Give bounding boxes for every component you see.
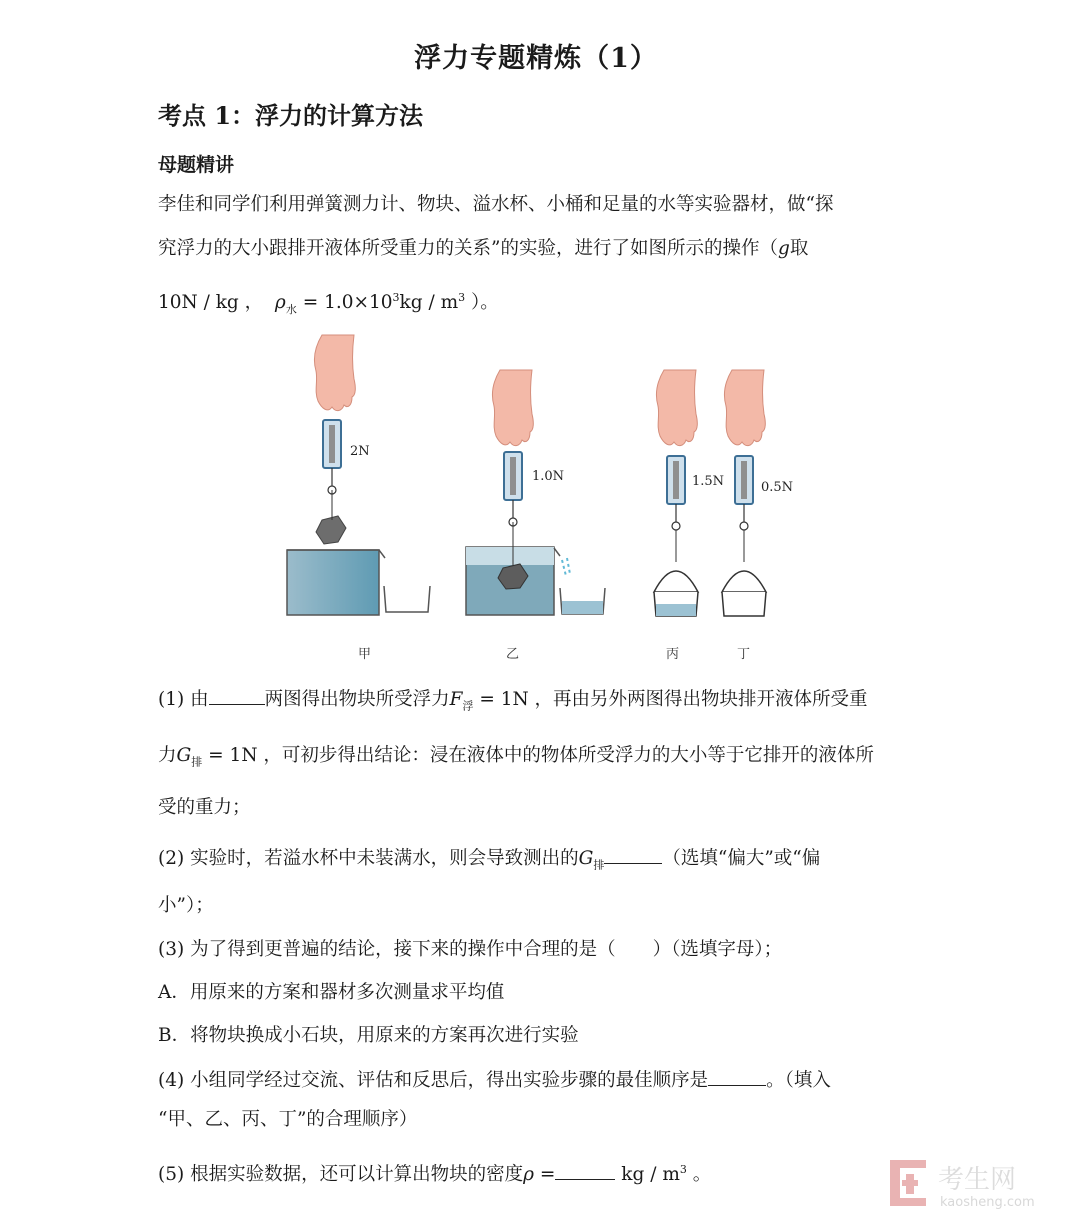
question-2-line-2: 小”）；: [158, 895, 214, 916]
setup-bing: [654, 370, 724, 616]
answer-blank-5[interactable]: [555, 1161, 615, 1180]
question-4-line-2: “甲、乙、丙、丁”的合理顺序）: [158, 1109, 418, 1130]
reading-yi: 1.0N: [532, 469, 565, 484]
label-jia: 甲: [358, 647, 372, 662]
subsection-heading: 母题精讲: [158, 154, 235, 176]
page-title: 浮力专题精炼（1）: [414, 43, 658, 74]
option-a: A．用原来的方案和器材多次测量求平均值: [158, 982, 505, 1003]
answer-blank-1[interactable]: [209, 686, 265, 705]
watermark-cn: 考生网: [938, 1165, 1017, 1195]
question-5: (5) 根据实验数据，还可以计算出物块的密度ρ = kg / $m^3$ 。: [158, 1163, 712, 1186]
label-yi: 乙: [506, 647, 520, 662]
question-3: (3) 为了得到更普遍的结论，接下来的操作中合理的是（ ）（选填字母）；: [158, 939, 783, 960]
label-bing: 丙: [666, 647, 680, 662]
intro-line-1: 李佳和同学们利用弹簧测力计、物块、溢水杯、小桶和足量的水等实验器材，做“探: [158, 194, 834, 215]
question-4-line-1: (4) 小组同学经过交流、评估和反思后，得出实验步骤的最佳顺序是 。（填入: [158, 1067, 831, 1093]
label-ding: 丁: [737, 647, 751, 662]
reading-ding: 0.5N: [761, 480, 794, 495]
intro-line-2: 究浮力的大小跟排开液体所受重力的关系”的实验，进行了如图所示的操作（g取: [158, 238, 809, 259]
answer-blank-2[interactable]: [604, 845, 662, 864]
question-2-line-1: (2) 实验时，若溢水杯中未装满水，则会导致测出的$G_排$ （选填“偏大”或“偏: [158, 845, 820, 878]
question-1-line-2: 力$G_排 = 1N$ ，可初步得出结论：浸在液体中的物体所受浮力的大小等于它排开的液体所: [158, 745, 874, 769]
intro-line-3: 10N / kg ， $\rho_水 = 1.0\times 10^3kg / m^3$ ）。: [158, 291, 499, 316]
watermark-logo: [888, 1156, 1058, 1212]
experiment-figure: [270, 330, 800, 670]
reading-bing: 1.5N: [692, 474, 725, 489]
reading-jia: 2N: [350, 444, 370, 459]
setup-ding: [722, 370, 793, 616]
setup-jia: [287, 335, 430, 615]
answer-blank-4[interactable]: [708, 1067, 766, 1086]
section-heading: 考点 1：浮力的计算方法: [158, 101, 424, 130]
question-1-line-1: (1) 由 两图得出物块所受浮力$F_浮 = 1N$ ，再由另外两图得出物块排开液体所受重: [158, 686, 868, 719]
setup-yi: [466, 370, 605, 615]
question-1-line-3: 受的重力；: [158, 797, 251, 818]
watermark-en: kaosheng.com: [940, 1195, 1035, 1210]
option-b: B．将物块换成小石块，用原来的方案再次进行实验: [158, 1025, 579, 1046]
